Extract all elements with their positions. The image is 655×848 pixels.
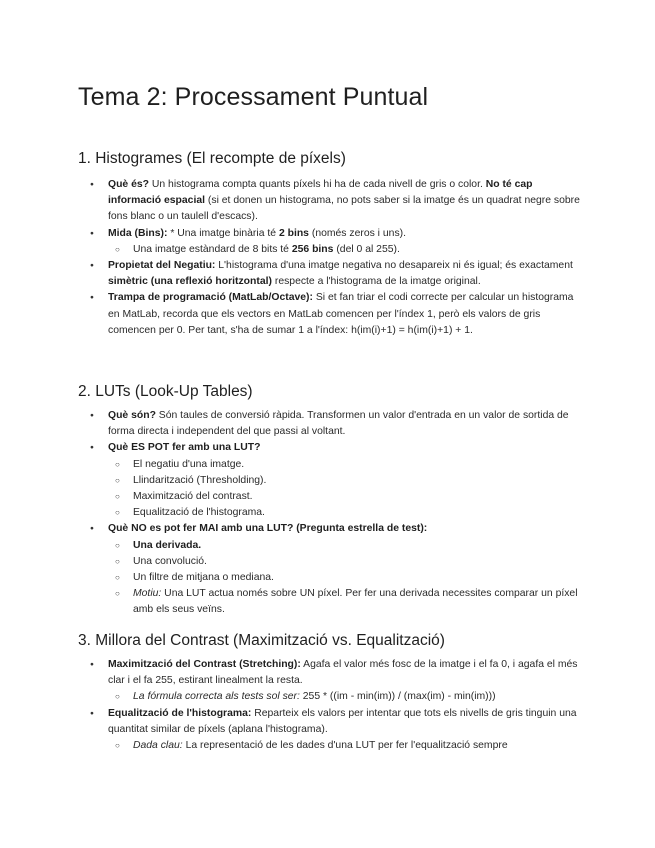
sub-list-item: [90, 689, 580, 705]
bullet-text: (només zeros i uns).: [308, 227, 406, 239]
bullet-text: Són taules de conversió ràpida. Transformen un valor d'entrada en un valor de sortida de forma directa i independent del que passi al voltant.: [108, 410, 569, 438]
bullet-label: Trampa de programació (MatLab/Octave):: [108, 292, 313, 304]
bullet-bold: 256 bins: [291, 243, 334, 255]
sub-list-item: ○ Un filtre de mitjana o mediana.: [90, 570, 580, 586]
bullet-text: 255 * ((im - min(im)) / (max(im) - min(im))): [299, 691, 496, 703]
sub-list-item: [90, 242, 580, 258]
bullet-label: Equalització de l'histograma:: [108, 707, 252, 719]
section-3-heading: 3. Millora del Contrast (Maximització vs. Equalització): [78, 632, 445, 649]
section-1-list: [90, 177, 580, 339]
bullet-text: * Una imatge binària té: [167, 227, 279, 239]
bullet-label: Què ES POT fer amb una LUT?: [108, 442, 261, 454]
list-item: [90, 290, 580, 339]
bullet-italic: Dada clau:: [133, 740, 183, 752]
bullet-bold: simètric (una reflexió horitzontal): [108, 276, 272, 288]
bullet-text: Una imatge estàndard de 8 bits té: [133, 243, 292, 255]
bullet-italic: Motiu:: [133, 588, 162, 600]
bullet-text: Reparteix els valors per intentar que tots els nivells de gris tinguin una quantitat similar de píxels (aplana l'histograma).: [108, 707, 577, 735]
section-1-heading: 1. Histogrames (El recompte de píxels): [78, 150, 346, 167]
bullet-bold: 2 bins: [278, 227, 309, 239]
bullet-text: respecte a l'histograma de la imatge original.: [271, 276, 481, 288]
sub-list-item: [90, 586, 580, 618]
sub-list-item: ○ Una convolució.: [90, 554, 580, 570]
sub-list-item: ○ El negatiu d'una imatge.: [90, 457, 580, 473]
list-item: [90, 657, 580, 689]
bullet-text: La representació de les dades d'una LUT per fer l'equalització sempre: [182, 740, 508, 752]
list-item: [90, 258, 580, 290]
sub-list-item: [90, 538, 580, 554]
bullet-bold: No té cap informació espacial: [108, 179, 533, 207]
page-title: Tema 2: Processament Puntual: [78, 83, 429, 111]
list-item: [90, 177, 580, 226]
sub-list-item: ○ Llindarització (Thresholding).: [90, 473, 580, 489]
list-item: [90, 440, 580, 456]
bullet-label: Què NO es pot fer MAI amb una LUT? (Pregunta estrella de test):: [108, 523, 428, 535]
bullet-label: Què són?: [108, 410, 156, 421]
bullet-label: Maximització del Contrast (Stretching):: [108, 659, 301, 670]
section-2-list: [90, 408, 580, 619]
list-item: [90, 408, 580, 440]
bullet-label: Què és?: [108, 179, 149, 190]
bullet-bold: Una derivada.: [133, 539, 202, 551]
bullet-text: Un histograma compta quants píxels hi ha de cada nivell de gris o color.: [149, 179, 486, 190]
list-item: [90, 706, 580, 738]
bullet-text: Una LUT actua només sobre UN píxel. Per fer una derivada necessites comparar un píxel amb els seus veïns.: [133, 588, 578, 616]
list-item: [90, 521, 580, 537]
bullet-text: (si et donen un histograma, no pots saber si la imatge és un quadrat negre sobre fons blanc o un taulell d'escacs).: [108, 195, 580, 223]
bullet-text: (del 0 al 255).: [333, 243, 400, 255]
list-item: [90, 226, 580, 242]
bullet-text: Si et fan triar el codi correcte per calcular un histograma en MatLab, recorda que els vectors en MatLab comencen per l'índex 1, però els valors de gris comencen per 0. Per tant, s'ha de sumar 1 a l'índex: h(im(i)+1) = h(im(i)+1) + 1.: [108, 292, 574, 336]
bullet-text: Agafa el valor més fosc de la imatge i el fa 0, i agafa el més clar i el fa 255, estirant linealment la resta.: [108, 659, 578, 687]
bullet-label: Mida (Bins):: [108, 227, 168, 239]
sub-list-item: [90, 738, 580, 754]
section-2-heading: 2. LUTs (Look-Up Tables): [78, 383, 253, 400]
bullet-text: L'histograma d'una imatge negativa no desapareix ni és igual; és exactament: [215, 260, 573, 272]
bullet-label: Propietat del Negatiu:: [108, 260, 216, 272]
sub-list-item: ○ Equalització de l'histograma.: [90, 505, 580, 521]
bullet-italic: La fórmula correcta als tests sol ser:: [133, 691, 300, 703]
sub-list-item: ○ Maximització del contrast.: [90, 489, 580, 505]
section-3-list: [90, 657, 580, 754]
